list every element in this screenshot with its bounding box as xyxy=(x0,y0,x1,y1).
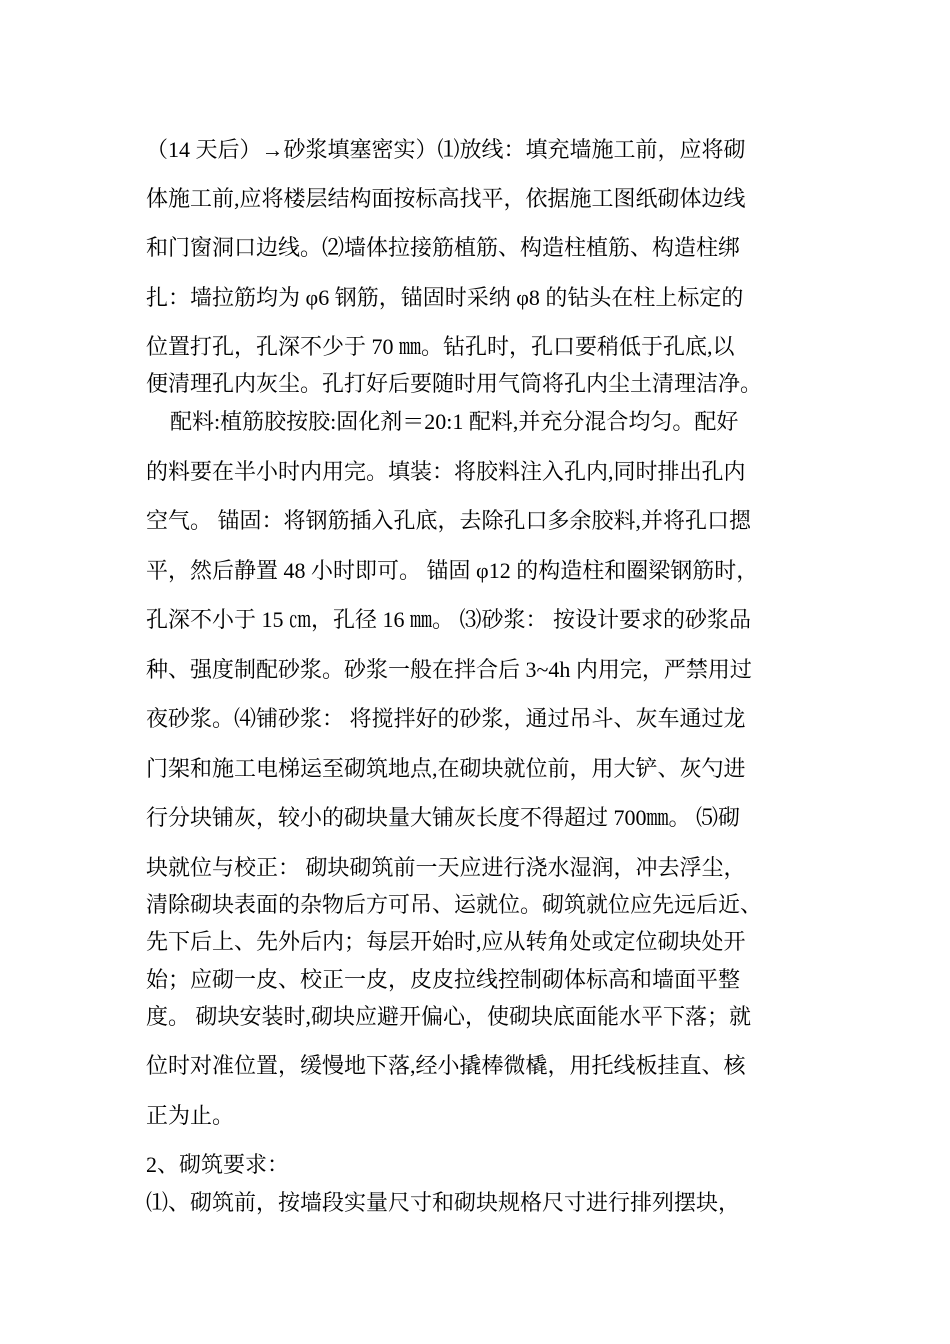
paragraph-line: 空气。 锚固：将钢筋插入孔底，去除孔口多余胶料,并将孔口摁 xyxy=(146,508,752,533)
paragraph-line: 始；应砌一皮、校正一皮，皮皮拉线控制砌体标高和墙面平整 xyxy=(146,967,741,992)
paragraph-line: 位时对准位置，缓慢地下落,经小撬棒微橇，用托线板挂直、核 xyxy=(146,1053,746,1078)
paragraph-line: 种、强度制配砂浆。砂浆一般在拌合后 3~4h 内用完，严禁用过 xyxy=(146,657,752,682)
paragraph-line: 位置打孔，孔深不少于 70 ㎜。钻孔时，孔口要稍低于孔底,以 xyxy=(146,334,735,359)
paragraph-line: 清除砌块表面的杂物后方可吊、运就位。砌筑就位应先远后近、 xyxy=(146,892,763,917)
paragraph-line: 扎：墙拉筋均为 φ6 钢筋，锚固时采纳 φ8 的钻头在柱上标定的 xyxy=(146,285,744,310)
paragraph-line: 平，然后静置 48 小时即可。 锚固 φ12 的构造柱和圈梁钢筋时， xyxy=(146,558,759,583)
paragraph-line: 行分块铺灰，较小的砌块量大铺灰长度不得超过 700㎜。 ⑸砌 xyxy=(146,805,741,830)
paragraph-line: ⑴、砌筑前，按墙段实量尺寸和砌块规格尺寸进行排列摆块， xyxy=(146,1190,741,1215)
paragraph-line: 孔深不小于 15 ㎝，孔径 16 ㎜。 ⑶砂浆： 按设计要求的砂浆品 xyxy=(146,607,752,632)
paragraph-line: 块就位与校正： 砌块砌筑前一天应进行浇水湿润，冲去浮尘， xyxy=(146,855,746,880)
paragraph-line: 的料要在半小时内用完。填装：将胶料注入孔内,同时排出孔内 xyxy=(146,459,746,484)
paragraph-line: 和门窗洞口边线。⑵墙体拉接筋植筋、构造柱植筋、构造柱绑 xyxy=(146,235,741,260)
paragraph-line: 配料:植筋胶按胶:固化剂＝20:1 配料,并充分混合均匀。配好 xyxy=(170,409,739,434)
paragraph-line: 便清理孔内灰尘。孔打好后要随时用气筒将孔内尘土清理洁净。 xyxy=(146,371,763,396)
paragraph-line: 夜砂浆。⑷铺砂浆： 将搅拌好的砂浆，通过吊斗、灰车通过龙 xyxy=(146,706,746,731)
paragraph-line: （14 天后）→砂浆填塞密实）⑴放线：填充墙施工前，应将砌 xyxy=(146,137,746,162)
section-heading: 2、砌筑要求： xyxy=(146,1152,290,1177)
paragraph-line: 体施工前,应将楼层结构面按标高找平，依据施工图纸砌体边线 xyxy=(146,186,746,211)
paragraph-line: 先下后上、先外后内；每层开始时,应从转角处或定位砌块处开 xyxy=(146,929,746,954)
paragraph-line: 门架和施工电梯运至砌筑地点,在砌块就位前，用大铲、灰勺进 xyxy=(146,756,746,781)
paragraph-line: 正为止。 xyxy=(146,1103,235,1128)
paragraph-line: 度。 砌块安装时,砌块应避开偏心，使砌块底面能水平下落；就 xyxy=(146,1004,752,1029)
